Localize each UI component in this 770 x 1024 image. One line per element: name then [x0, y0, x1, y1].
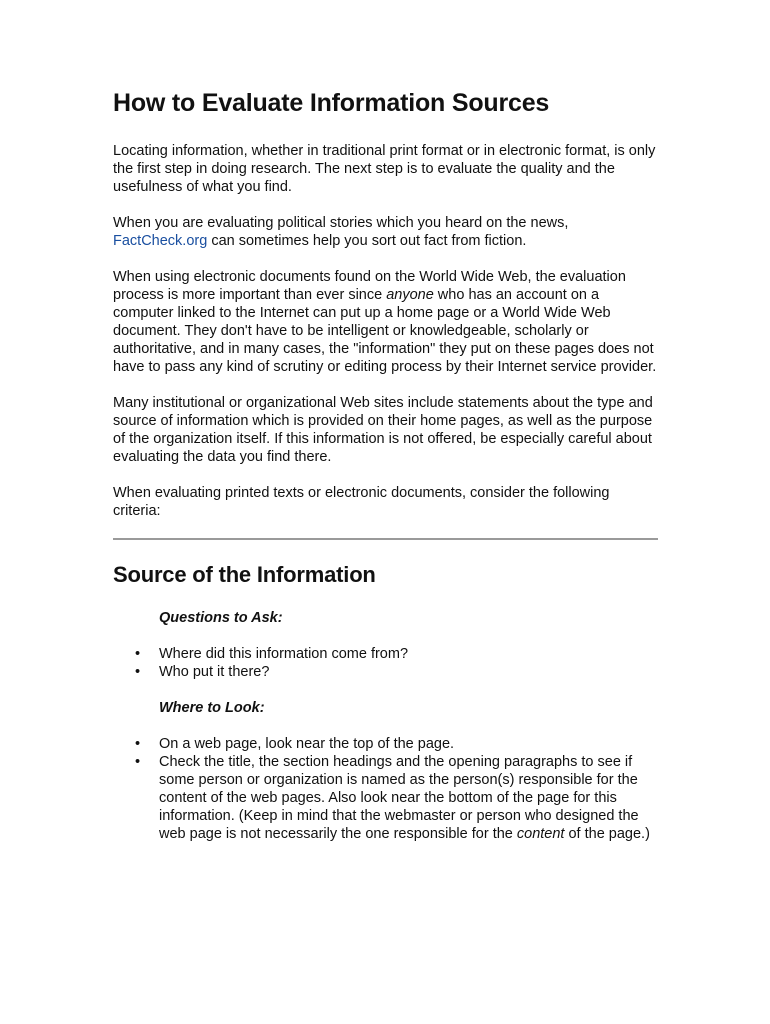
section-heading: Source of the Information	[113, 562, 376, 587]
where-item-2-text-before: Check the title, the section headings and the opening paragraphs to see if some person or organization is named as the person(s) responsible for the content of the web pages. Also look near the bottom of the page for this information. (Keep in mind that the webmaster or person who designed the web page is not necessarily the one responsible for the	[159, 754, 639, 842]
emphasis-anyone: anyone	[386, 287, 434, 303]
intro-paragraph-2-text-before: When you are evaluating political stories which you heard on the news,	[113, 215, 569, 231]
where-label: Where to Look:	[159, 700, 265, 716]
intro-paragraph-3-text-before: When using electronic documents found on the World Wide Web, the evaluation process is more important than ever since	[113, 269, 626, 303]
factcheck-link[interactable]: FactCheck.org	[113, 233, 208, 249]
section-divider	[113, 538, 658, 540]
page-title: How to Evaluate Information Sources	[113, 89, 550, 117]
where-item-2-text-after: of the page.)	[564, 826, 650, 842]
questions-label: Questions to Ask:	[159, 610, 283, 626]
list-item: • On a web page, look near the top of the page.	[159, 735, 658, 753]
list-item	[159, 753, 658, 843]
intro-paragraph-2-text-after: can sometimes help you sort out fact from fiction.	[207, 233, 527, 249]
intro-paragraph-2	[113, 214, 658, 250]
document-page	[113, 88, 658, 861]
intro-paragraph-4: Many institutional or organizational Web sites include statements about the type and source of information which is provided on their home pages, as well as the purpose of the organization itself. If this information is not offered, be especially careful about evaluating the data you find there.	[113, 395, 653, 465]
intro-paragraph-1: Locating information, whether in traditional print format or in electronic format, is only the first step in doing research. The next step is to evaluate the quality and the usefulness of what you find.	[113, 143, 656, 195]
questions-list	[113, 645, 658, 681]
intro-paragraph-3	[113, 268, 658, 376]
list-item: • Who put it there?	[159, 663, 658, 681]
intro-paragraph-5: When evaluating printed texts or electronic documents, consider the following criteria:	[113, 485, 610, 519]
list-item: • Where did this information come from?	[159, 645, 658, 663]
emphasis-content: content	[516, 826, 565, 842]
intro-paragraph-3-text-after: who has an account on a computer linked to the Internet can put up a home page or a World Wide Web document. They don't have to be intelligent or knowledgeable, scholarly or authoritative, and in many cases, the "information" they put on these pages does not have to pass any kind of scrutiny or editing process by their Internet service provider.	[113, 287, 657, 375]
where-list	[113, 735, 658, 843]
